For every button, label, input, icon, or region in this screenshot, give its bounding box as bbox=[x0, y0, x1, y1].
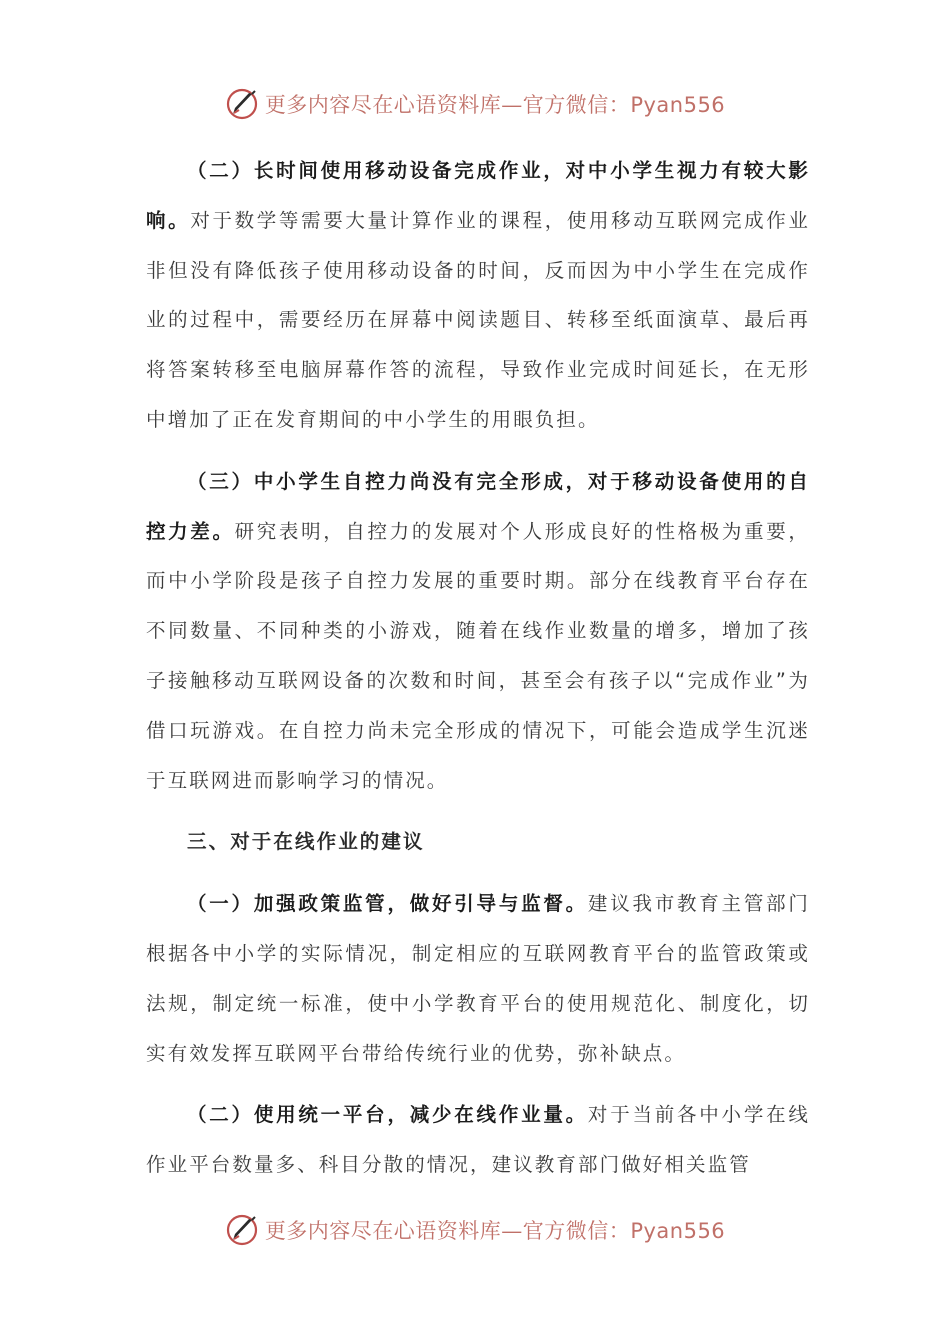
paragraph-text: 建议我市教育主管部门根据各中小学的实际情况，制定相应的互联网教育平台的监管政策或法规，制定统一标准，使中小学教育平台的使用规范化、制度化，切实有效发挥互联网平台带给传统行业的优势，弥补缺点。 bbox=[146, 892, 810, 1065]
paragraph-eye-strain bbox=[146, 146, 810, 445]
paragraph-text: 对于数学等需要大量计算作业的课程，使用移动互联网完成作业非但没有降低孩子使用移动设备的时间，反而因为中小学生在完成作业的过程中，需要经历在屏幕中阅读题目、转移至纸面演草、最后再将答案转移至电脑屏幕作答的流程，导致作业完成时间延长，在无形中增加了正在发育期间的中小学生的用眼负担。 bbox=[146, 208, 810, 431]
paragraph-lead: （二）长时间使用移动设备完成作业，对中小学生视力有较大影响。 bbox=[146, 159, 810, 232]
paragraph-self-control bbox=[146, 457, 810, 806]
quill-pen-logo-icon bbox=[225, 1213, 259, 1247]
watermark-text: 更多内容尽在心语资料库—官方微信： bbox=[264, 1219, 631, 1243]
watermark-handle: Pyan556 bbox=[630, 93, 726, 117]
paragraph-text: 对于当前各中小学在线作业平台数量多、科目分散的情况，建议教育部门做好相关监管 bbox=[146, 1103, 810, 1177]
document-body bbox=[146, 146, 810, 1202]
watermark-banner-bottom bbox=[0, 1210, 950, 1250]
paragraph-lead: （一）加强政策监管，做好引导与监督。 bbox=[187, 892, 588, 916]
paragraph-unified-platform bbox=[146, 1090, 810, 1190]
quill-pen-logo-icon bbox=[225, 87, 259, 121]
watermark-banner-top bbox=[0, 84, 950, 124]
paragraph-text: 研究表明，自控力的发展对个人形成良好的性格极为重要，而中小学阶段是孩子自控力发展的重要时期。部分在线教育平台存在不同数量、不同种类的小游戏，随着在线作业数量的增多，增加了孩子接触移动互联网设备的次数和时间，甚至会有孩子以“完成作业”为借口玩游戏。在自控力尚未完全形成的情况下，可能会造成学生沉迷于互联网进而影响学习的情况。 bbox=[146, 519, 810, 792]
paragraph-policy-supervision bbox=[146, 879, 810, 1078]
paragraph-lead: （二）使用统一平台，减少在线作业量。 bbox=[187, 1103, 588, 1127]
paragraph-lead: （三）中小学生自控力尚没有完全形成，对于移动设备使用的自控力差。 bbox=[146, 469, 810, 543]
watermark-text: 更多内容尽在心语资料库—官方微信： bbox=[264, 93, 631, 117]
watermark-handle: Pyan556 bbox=[630, 1219, 726, 1243]
section-heading: 三、对于在线作业的建议 bbox=[187, 830, 425, 854]
